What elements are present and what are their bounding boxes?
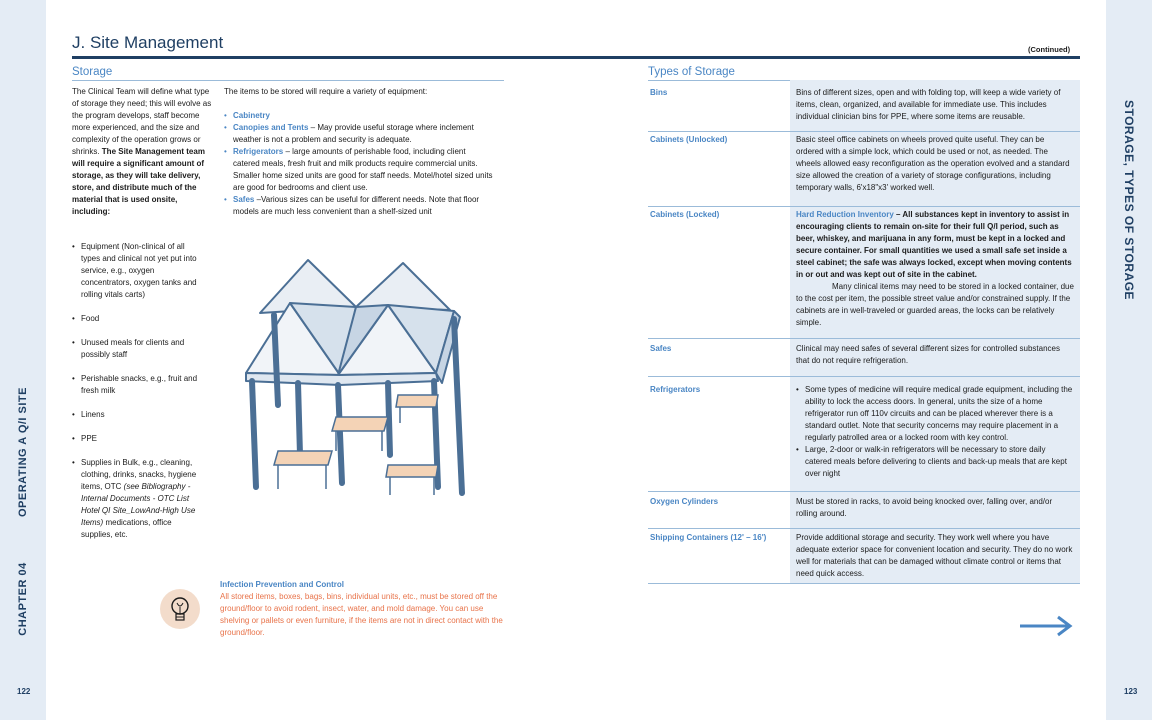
row-divider (648, 528, 1080, 529)
list-item: • Equipment (Non-clinical of all types and clinical not yet put into service, e.g., oxygen concentrators, oxygen tanks and rolling vitals carts) (72, 241, 202, 301)
row-desc (796, 384, 1074, 480)
arrow-right-icon[interactable] (1018, 614, 1074, 638)
storage-rule (72, 80, 504, 81)
title-rule (72, 56, 1080, 59)
lightbulb-icon (160, 589, 200, 629)
list-item: • Linens (72, 409, 202, 421)
storage-intro-normal: The Clinical Team will define what type of storage they need; this will evolve as the program develops, staff become more experienced, and the size and complexity of the operation grows or shrinks. (72, 87, 212, 156)
chapter-label: CHAPTER 04 (17, 562, 29, 636)
row-desc: Bins of different sizes, open and with folding top, will keep a wide variety of items, clean, organized, and available for immediate use. This includes individual clinician bins for PPE, where some items are reusable. (796, 88, 1061, 121)
continued-label: (Continued) (1028, 45, 1071, 54)
row-label: Cabinets (Locked) (650, 210, 720, 219)
list-item: • Perishable snacks, e.g., fruit and fresh milk (72, 373, 202, 397)
equipment-intro: The items to be stored will require a variety of equipment: (224, 87, 428, 96)
row-label: Safes (650, 344, 672, 353)
equipment-column (224, 86, 494, 218)
equipment-item: • Safes –Various sizes can be useful for different needs. Note that floor models are much less convenient than a shelf-sized unit (224, 194, 494, 218)
list-item: • Large, 2-door or walk-in refrigerators will be necessary to store daily catered meals before delivering to clients and back-up meals that are kept over night (796, 444, 1074, 480)
equipment-item: • Refrigerators – large amounts of perishable food, including client catered meals, fresh fruit and milk products require commercial units. Smaller home sized units are good for staff needs. Motel/hotel sized units are good for bedrooms and client use. (224, 146, 494, 194)
row-desc: Must be stored in racks, to avoid being knocked over, falling over, and/or rolling around. (796, 497, 1053, 518)
infection-body: All stored items, boxes, bags, bins, individual units, etc., must be stored off the ground/floor to avoid rodent, insect, water, and mold damage. You can use shelving or pallets or even furniture, if the items are not in direct contact with the ground/floor. (220, 592, 503, 637)
row-desc: Clinical may need safes of several different sizes for controlled substances that do not require refrigeration. (796, 344, 1060, 365)
storage-heading: Storage (72, 66, 113, 78)
row-divider (648, 131, 1080, 132)
row-divider (648, 338, 1080, 339)
row-label: Bins (650, 88, 668, 97)
row-divider (648, 491, 1080, 492)
row-desc: Provide additional storage and security. They work well where you have adequate exterior space for convenient location and security. They do no work well for materials that can be damaged without climate control or items that need quick access. (796, 533, 1073, 578)
row-label: Shipping Containers (12' – 16') (650, 533, 767, 542)
infection-callout (220, 579, 505, 639)
stored-items-list (72, 241, 202, 553)
list-item: • Some types of medicine will require medical grade equipment, including the ability to lock the access doors. In general, units the size of a home refrigerator run off 110v circuits and can be placed wherever there is a standard outlet. Note that security concerns may require placement in a regularly patrolled area or a locked room with key control. (796, 384, 1074, 444)
list-item: • Food (72, 313, 202, 325)
section-label-right: STORAGE, TYPES OF STORAGE (1122, 99, 1136, 301)
list-item: • Supplies in Bulk, e.g., cleaning, clothing, drinks, snacks, hygiene items, OTC (see Bibliography - Internal Documents - OTC List Hotel QI Site_LowAnd-High Use Items) medications, office supplies, etc. (72, 457, 202, 541)
row-label: Cabinets (Unlocked) (650, 135, 728, 144)
equipment-item: • Canopies and Tents – May provide useful storage where inclement weather is not a problem and security is adequate. (224, 122, 494, 146)
row-label: Refrigerators (650, 385, 701, 394)
harm-reduction-link: Hard Reduction Inventory (796, 210, 894, 219)
canopy-tent-illustration (238, 255, 470, 503)
row-desc: Hard Reduction Inventory – All substances kept in inventory to assist in encouraging clients to remain on-site for their full Q/I period, such as beer, whiskey, and marijuana in any form, must be kept in a locked and secure container. For small quantities we used a small safe set inside a steel cabinet; the safe was always locked, except when moving contents in or out and was kept out of site in the cabinet. Many clinical items may need to be stored in a locked container, due to the cost per item, the possible street value and/or constrained supply. If the cabinets are in well-traveled or guarded areas, the locks can be relatively simple. (796, 210, 1074, 327)
list-item: • PPE (72, 433, 202, 445)
row-divider (648, 583, 1080, 584)
row-divider (648, 206, 1080, 207)
storage-intro-bold: The Site Management team will require a significant amount of storage, as they will take delivery, store, and distribute much of the material that is used onsite, including: (72, 147, 205, 216)
row-divider (648, 376, 1080, 377)
page-title: J. Site Management (72, 33, 224, 52)
storage-intro (72, 86, 212, 218)
row-label: Oxygen Cylinders (650, 497, 719, 506)
types-heading: Types of Storage (648, 66, 735, 78)
section-label-left: OPERATING A Q/I SITE (17, 387, 29, 517)
equipment-item: • Cabinetry (224, 110, 494, 122)
row-desc: Basic steel office cabinets on wheels proved quite useful. They can be ordered with a simple lock, which could be used or not, as needed. The wheels allowed easy reconfiguration as the operation evolved and a standard size allowed the creation of a variety of storage configurations, including temporary walls, 6'x18"x3' worked well. (796, 135, 1070, 192)
equipment-list (224, 110, 494, 218)
page-number-right: 123 (1124, 687, 1138, 696)
list-item: • Unused meals for clients and possibly staff (72, 337, 202, 361)
page-number-left: 122 (17, 687, 31, 696)
infection-heading: Infection Prevention and Control (220, 580, 345, 589)
